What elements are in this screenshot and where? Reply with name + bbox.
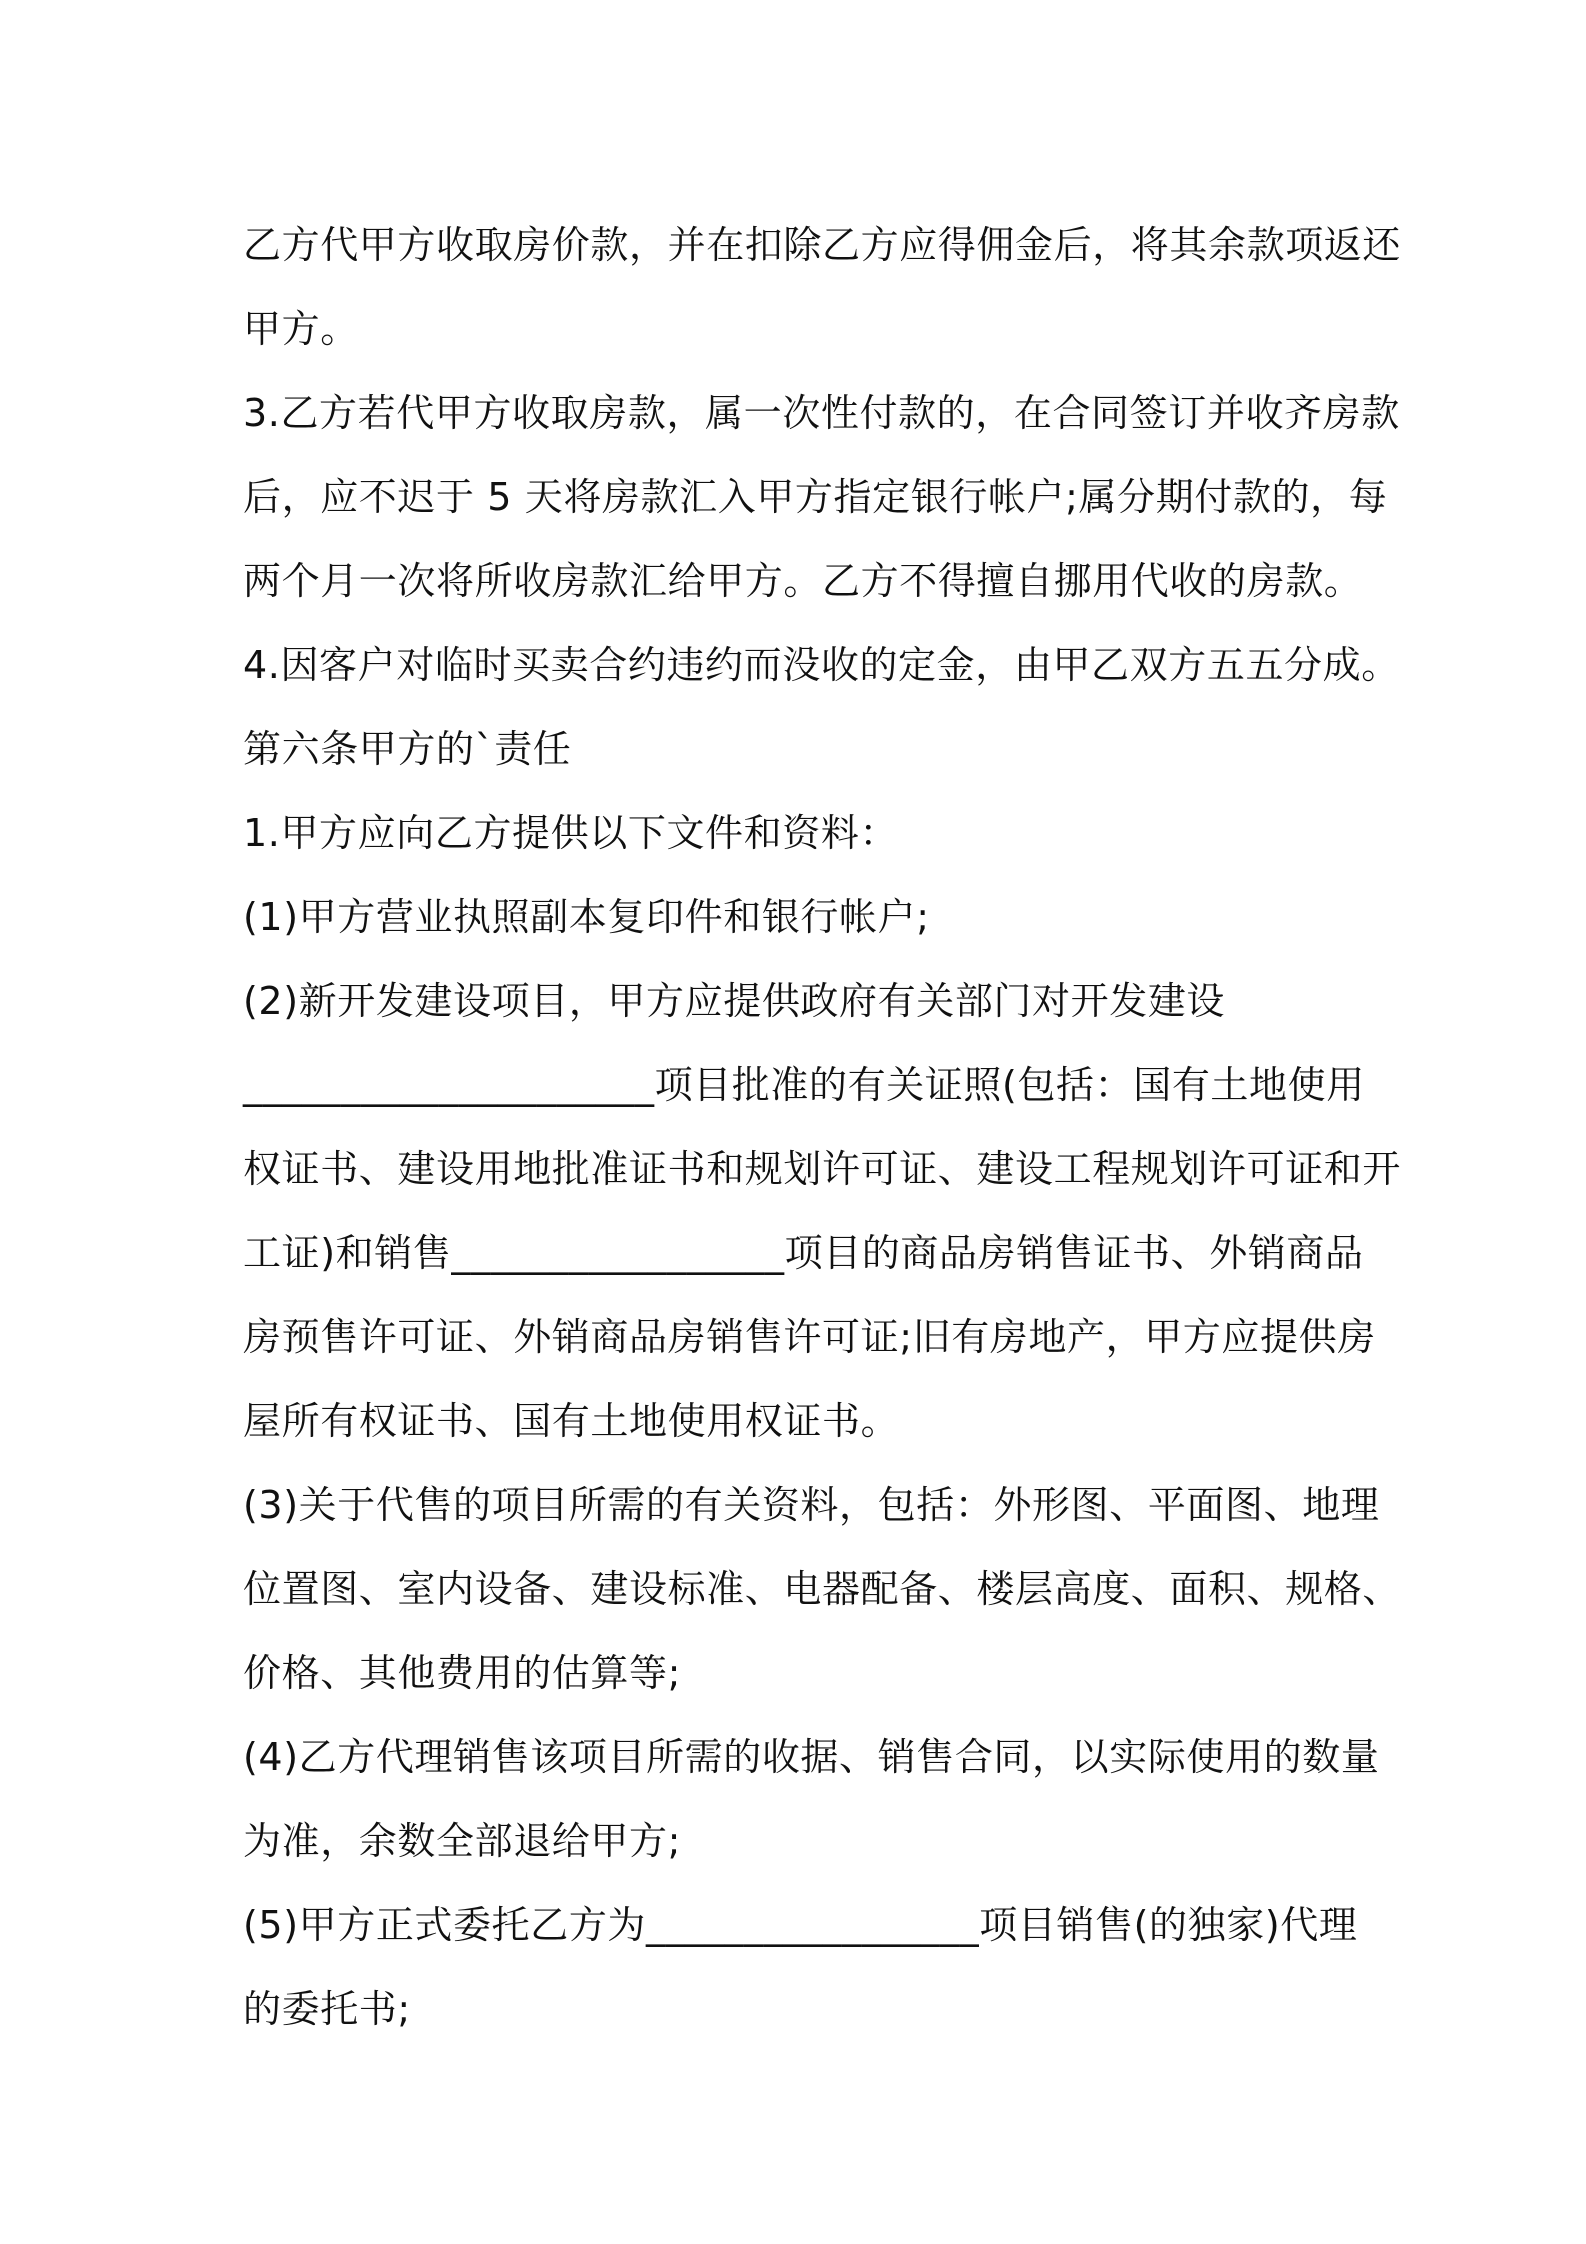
text-line: 价格、其他费用的估算等; [243,1651,682,1695]
text-line: (2)新开发建设项目，甲方应提供政府有关部门对开发建设 [243,979,1226,1023]
text-line: 乙方代甲方收取房价款，并在扣除乙方应得佣金后，将其余款项返还 [243,223,1402,267]
document-body [243,203,1402,2051]
text-line: 权证书、建设用地批准证书和规划许可证、建设工程规划许可证和开 [243,1147,1402,1191]
text-line: 3.乙方若代甲方收取房款，属一次性付款的，在合同签订并收齐房款 [243,391,1400,435]
text-line: 工证)和销售_________________项目的商品房销售证书、外销商品 [243,1231,1364,1275]
text-line: 位置图、室内设备、建设标准、电器配备、楼层高度、面积、规格、 [243,1567,1402,1611]
text-line: _____________________项目批准的有关证照(包括：国有土地使用 [243,1063,1365,1107]
section-heading: 第六条甲方的`责任 [243,727,572,771]
text-line: 为准，余数全部退给甲方; [243,1819,682,1863]
text-line: 的委托书; [243,1987,411,2031]
text-line: 房预售许可证、外销商品房销售许可证;旧有房地产，甲方应提供房 [243,1315,1376,1359]
text-line: 两个月一次将所收房款汇给甲方。乙方不得擅自挪用代收的房款。 [243,559,1363,603]
text-line: (3)关于代售的项目所需的有关资料，包括：外形图、平面图、地理 [243,1483,1380,1527]
text-line: 后，应不迟于 5 天将房款汇入甲方指定银行帐户;属分期付款的，每 [243,475,1388,519]
text-line: 甲方。 [243,307,359,351]
text-line: (4)乙方代理销售该项目所需的收据、销售合同，以实际使用的数量 [243,1735,1380,1779]
text-line: 屋所有权证书、国有土地使用权证书。 [243,1399,900,1443]
text-line: 4.因客户对临时买卖合约违约而没收的定金，由甲乙双方五五分成。 [243,643,1400,687]
text-line: 1.甲方应向乙方提供以下文件和资料： [243,811,899,855]
text-line: (1)甲方营业执照副本复印件和银行帐户; [243,895,930,939]
text-line: (5)甲方正式委托乙方为_________________项目销售(的独家)代理 [243,1903,1358,1947]
